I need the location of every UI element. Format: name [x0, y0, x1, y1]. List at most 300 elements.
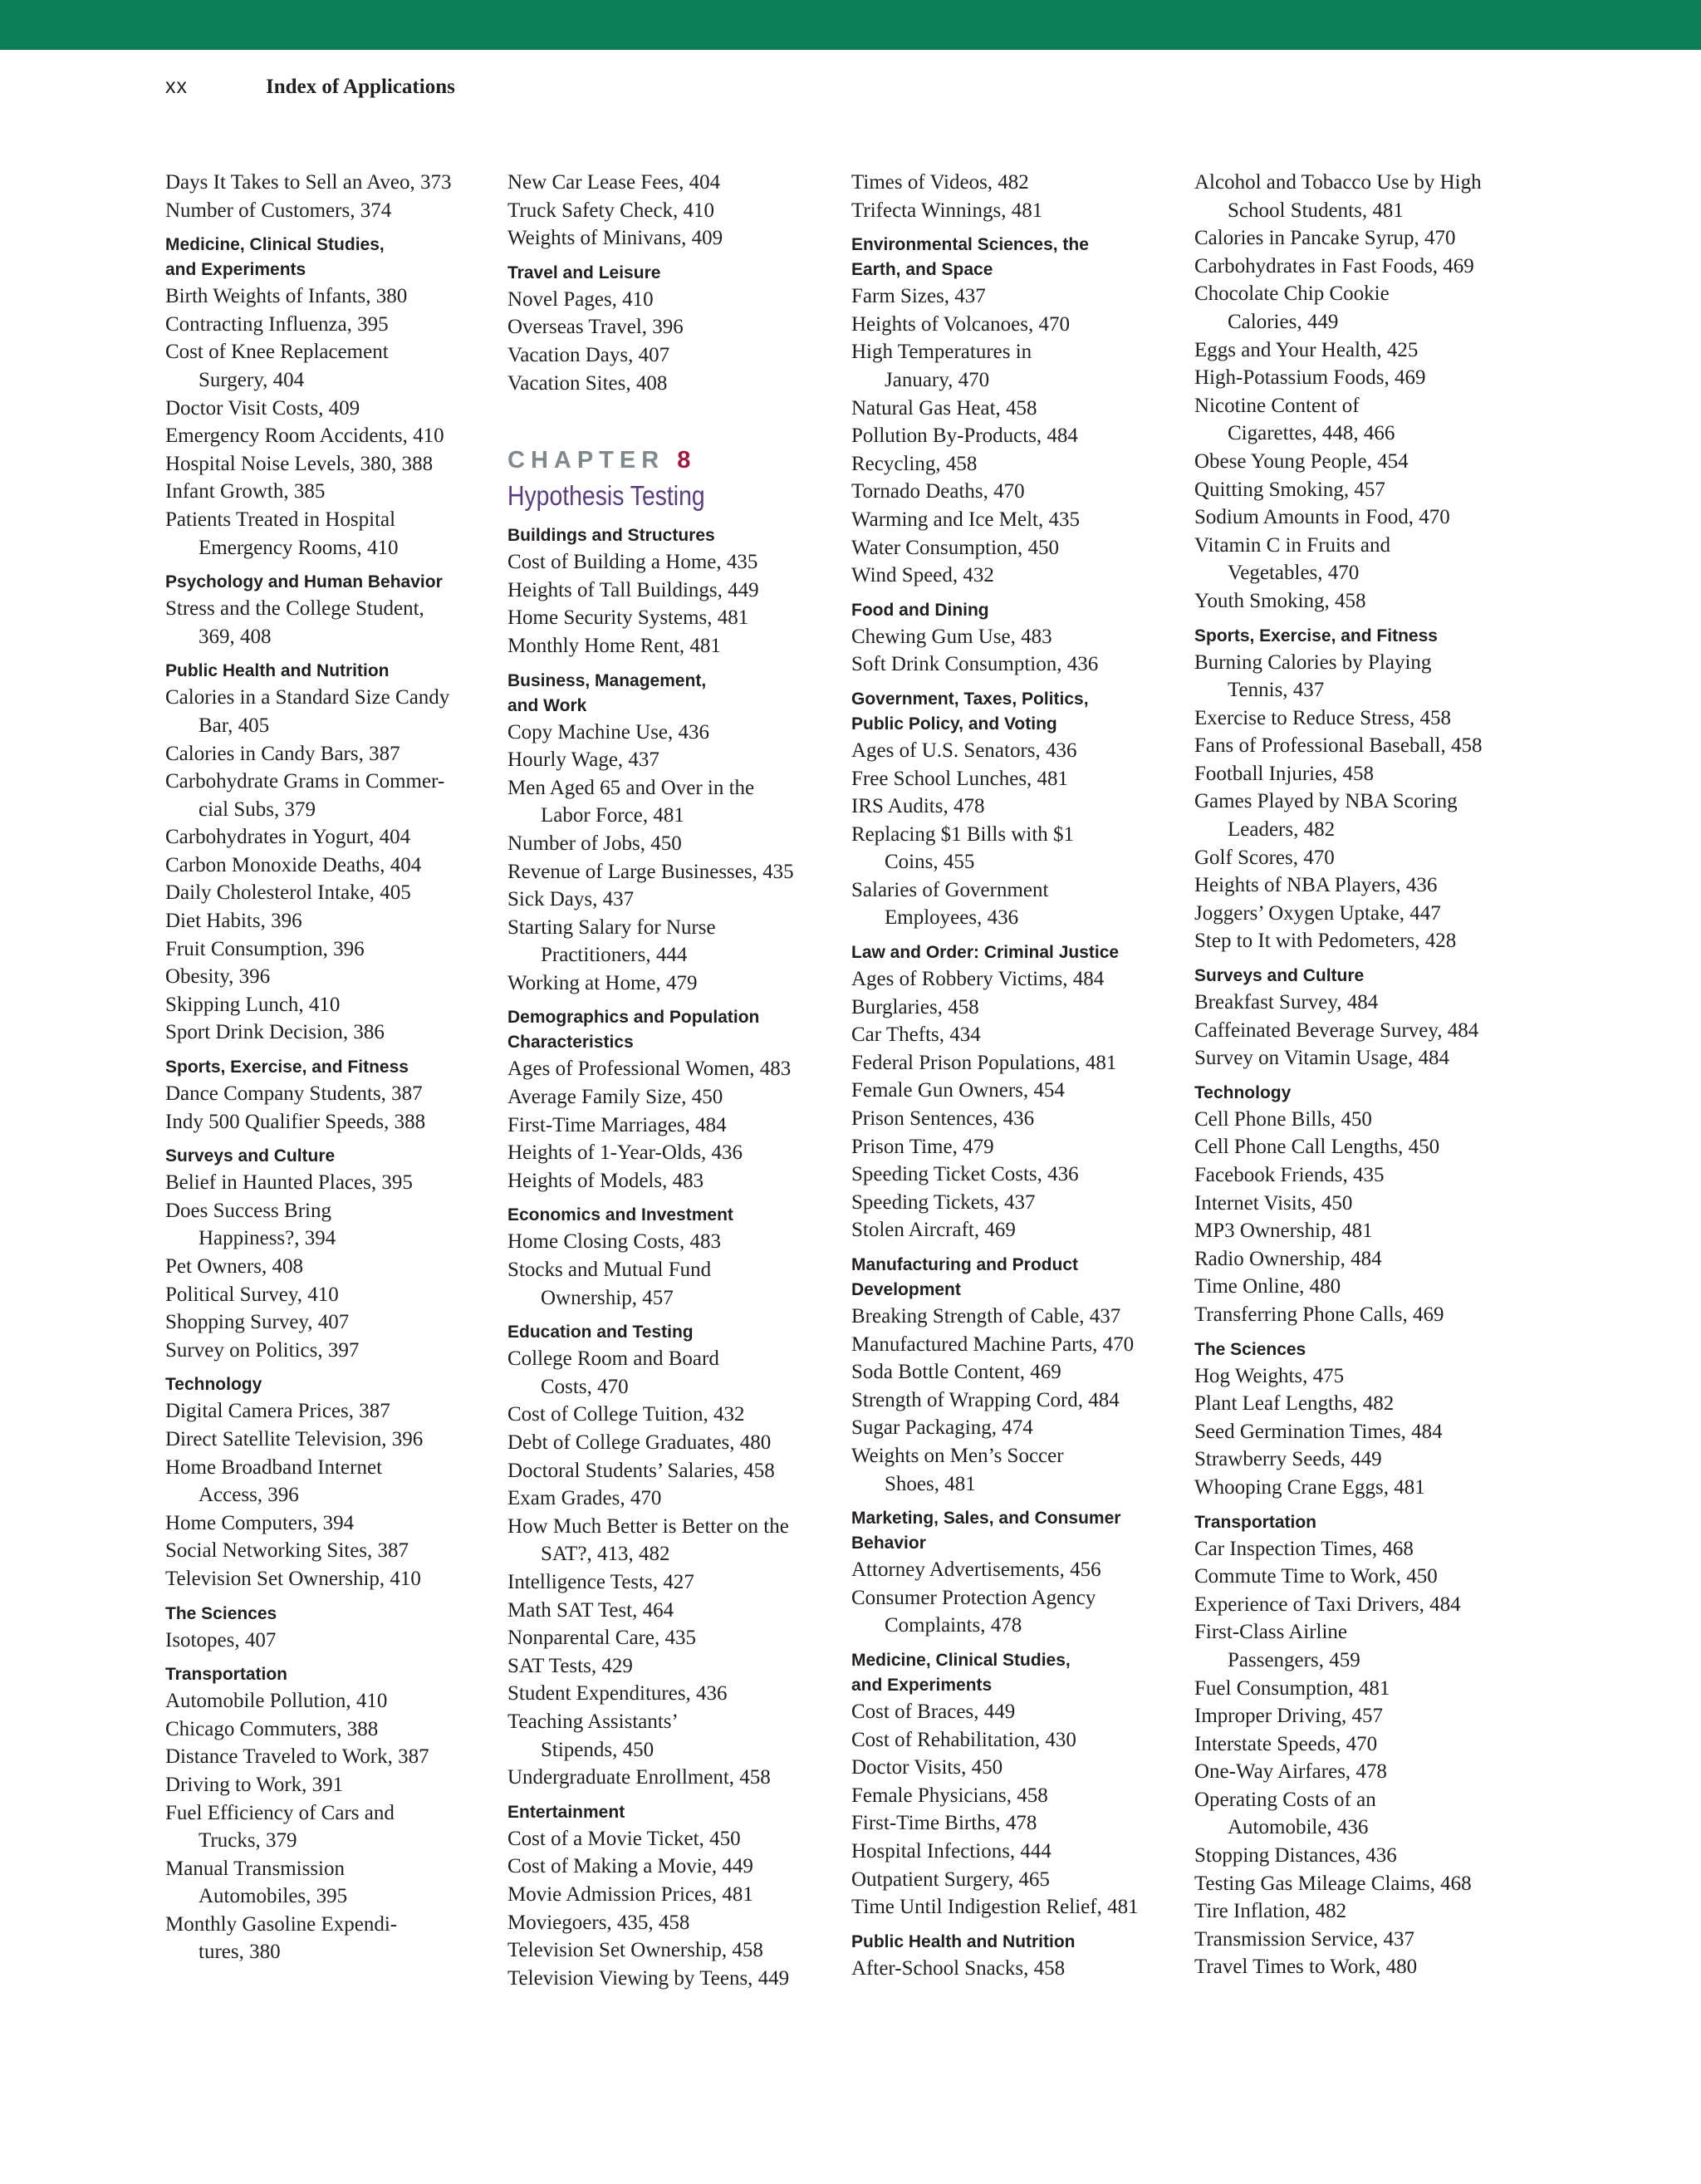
- entry-continuation: Automobiles, 395: [199, 1885, 348, 1908]
- section-heading: Manufacturing and Product Development: [851, 1255, 1078, 1299]
- entry-text: Average Family Size, 450: [507, 1086, 723, 1109]
- index-entry: [507, 1881, 840, 1909]
- index-entry: [507, 774, 840, 830]
- entry-text: Monthly Home Rent, 481: [507, 634, 721, 657]
- index-entry: [1194, 1017, 1543, 1045]
- index-entry: [1194, 1362, 1543, 1391]
- entry-continuation: Access, 396: [199, 1484, 299, 1507]
- entry-text: Hourly Wage, 437: [507, 748, 659, 772]
- entry-continuation: Trucks, 379: [199, 1829, 297, 1853]
- index-entry: [507, 1568, 840, 1597]
- index-entry: [165, 740, 498, 768]
- index-entry: [851, 562, 1184, 590]
- index-entry: [851, 994, 1184, 1022]
- index-entry: [507, 830, 840, 858]
- index-entry: [507, 370, 840, 398]
- entry-text: Cost of Making a Movie, 449: [507, 1855, 753, 1878]
- index-entry: [507, 969, 840, 998]
- index-entry: [851, 1161, 1184, 1189]
- entry-text: How Much Better is Better on the: [507, 1514, 789, 1538]
- entry-text: Free School Lunches, 481: [851, 767, 1069, 790]
- entry-text: Math SAT Test, 464: [507, 1598, 674, 1622]
- entry-text: Strawberry Seeds, 449: [1194, 1448, 1382, 1471]
- index-entry: [507, 632, 840, 660]
- index-entry: [851, 534, 1184, 562]
- entry-text: Patients Treated in Hospital: [165, 508, 396, 531]
- index-entry: [1194, 280, 1543, 336]
- entry-list: [507, 548, 840, 660]
- entry-text: Number of Jobs, 450: [507, 832, 682, 855]
- section-heading: Demographics and Population Characteristics: [507, 1008, 760, 1053]
- entry-list: [507, 719, 840, 998]
- index-section: [165, 169, 498, 224]
- entry-continuation: cial Subs, 379: [199, 798, 316, 821]
- index-entry: [165, 1080, 498, 1108]
- entry-text: Copy Machine Use, 436: [507, 720, 710, 744]
- entry-text: Days It Takes to Sell an Aveo, 373: [165, 171, 452, 194]
- index-entry: [851, 1809, 1184, 1838]
- entry-text: Birth Weights of Infants, 380: [165, 285, 408, 308]
- entry-text: First-Time Marriages, 484: [507, 1113, 727, 1136]
- entry-text: Ages of Robbery Victims, 484: [851, 968, 1105, 991]
- index-entry: [165, 1018, 498, 1047]
- entry-text: Heights of 1-Year-Olds, 436: [507, 1141, 743, 1165]
- entry-text: Doctor Visit Costs, 409: [165, 396, 360, 420]
- index-entry: [165, 907, 498, 935]
- entry-list: [1194, 649, 1543, 956]
- index-entry: [165, 1537, 498, 1565]
- index-entry: [507, 1256, 840, 1312]
- index-entry: [1194, 1474, 1543, 1502]
- section-heading: Medicine, Clinical Studies, and Experiments: [165, 235, 385, 280]
- index-entry: [507, 1624, 840, 1652]
- index-entry: [165, 1565, 498, 1593]
- entry-text: Replacing $1 Bills with $1: [851, 822, 1075, 846]
- entry-list: [165, 282, 498, 562]
- entry-list: [165, 1080, 498, 1136]
- index-entry: [1194, 1702, 1543, 1730]
- index-entry: [851, 1189, 1184, 1217]
- index-entry: [851, 737, 1184, 765]
- index-section: [851, 1930, 1184, 1983]
- section-heading: Surveys and Culture: [165, 1146, 336, 1166]
- entry-text: Driving to Work, 391: [165, 1773, 344, 1796]
- index-entry: [165, 1911, 498, 1966]
- entry-text: Hospital Infections, 444: [851, 1839, 1051, 1863]
- index-entry: [507, 1429, 840, 1457]
- entry-text: Weights on Men’s Soccer: [851, 1444, 1064, 1467]
- index-entry: [851, 169, 1184, 197]
- index-entry: [1194, 336, 1543, 365]
- index-entry: [507, 1597, 840, 1625]
- index-entry: [1194, 1618, 1543, 1674]
- entry-text: Testing Gas Mileage Claims, 468: [1194, 1872, 1472, 1895]
- entry-text: Isotopes, 407: [165, 1628, 277, 1651]
- index-entry: [851, 1303, 1184, 1331]
- entry-text: Indy 500 Qualifier Speeds, 388: [165, 1110, 426, 1133]
- index-entry: [1194, 1870, 1543, 1898]
- section-heading: Government, Taxes, Politics, Public Policy, and Voting: [851, 689, 1089, 734]
- entry-list: [1194, 1535, 1543, 1982]
- index-entry: [851, 821, 1184, 876]
- index-entry: [851, 282, 1184, 311]
- entry-text: Fuel Consumption, 481: [1194, 1676, 1390, 1700]
- entry-text: Improper Driving, 457: [1194, 1705, 1384, 1728]
- index-entry: [165, 1397, 498, 1426]
- index-entry: [1194, 224, 1543, 253]
- index-section: [507, 1800, 840, 1993]
- index-entry: [165, 1426, 498, 1454]
- index-section: [165, 659, 498, 1047]
- entry-text: Sport Drink Decision, 386: [165, 1021, 385, 1044]
- entry-text: Stolen Aircraft, 469: [851, 1219, 1016, 1242]
- index-entry: [165, 169, 498, 197]
- entry-text: Home Closing Costs, 483: [507, 1230, 721, 1254]
- index-column-4: [1194, 169, 1543, 1981]
- entry-text: Speeding Tickets, 437: [851, 1190, 1036, 1214]
- index-entry: [851, 1414, 1184, 1442]
- index-entry: [165, 963, 498, 991]
- index-entry: [851, 1726, 1184, 1755]
- index-entry: [1194, 448, 1543, 476]
- index-entry: [507, 719, 840, 747]
- index-entry: [165, 823, 498, 852]
- entry-text: Home Broadband Internet: [165, 1455, 383, 1479]
- index-entry: [1194, 732, 1543, 760]
- index-entry: [1194, 788, 1543, 843]
- index-entry: [165, 1855, 498, 1911]
- index-entry: [1194, 1133, 1543, 1161]
- index-entry: [165, 450, 498, 479]
- entry-text: Obese Young People, 454: [1194, 449, 1409, 473]
- entry-text: Stocks and Mutual Fund: [507, 1259, 712, 1282]
- entry-text: Hog Weights, 475: [1194, 1364, 1345, 1387]
- entry-text: Survey on Politics, 397: [165, 1338, 360, 1362]
- entry-text: Obesity, 396: [165, 965, 271, 989]
- entry-text: Heights of Tall Buildings, 449: [507, 578, 759, 601]
- index-column-3: [851, 169, 1184, 1982]
- index-entry: [1194, 649, 1543, 704]
- entry-text: Alcohol and Tobacco Use by High: [1194, 171, 1482, 194]
- index-section: [1194, 169, 1543, 616]
- entry-text: Home Computers, 394: [165, 1511, 355, 1534]
- entry-list: [851, 965, 1184, 1244]
- section-heading: Public Health and Nutrition: [165, 661, 390, 681]
- entry-list: [165, 1627, 498, 1655]
- entry-text: Eggs and Your Health, 425: [1194, 338, 1419, 361]
- index-entry: [165, 478, 498, 506]
- index-section: [507, 261, 840, 397]
- index-entry: [165, 1253, 498, 1281]
- entry-text: Outpatient Surgery, 465: [851, 1867, 1050, 1891]
- entry-continuation: Cigarettes, 448, 466: [1228, 422, 1395, 445]
- index-entry: [507, 1680, 840, 1708]
- index-entry: [1194, 1418, 1543, 1446]
- entry-text: Tornado Deaths, 470: [851, 480, 1025, 503]
- entry-text: Number of Customers, 374: [165, 199, 392, 222]
- entry-text: Travel Times to Work, 480: [1194, 1956, 1418, 1979]
- index-entry: [507, 1909, 840, 1937]
- entry-text: Debt of College Graduates, 480: [507, 1431, 772, 1454]
- entry-list: [507, 169, 840, 253]
- section-heading: Medicine, Clinical Studies, and Experiments: [851, 1650, 1071, 1695]
- index-section: [851, 1506, 1184, 1640]
- entry-list: [851, 623, 1184, 679]
- entry-text: Transferring Phone Calls, 469: [1194, 1303, 1444, 1326]
- index-entry: [851, 338, 1184, 394]
- index-section: [507, 169, 840, 253]
- index-entry: [1194, 587, 1543, 616]
- entry-list: [507, 1228, 840, 1312]
- entry-text: Novel Pages, 410: [507, 287, 654, 311]
- entry-text: Television Viewing by Teens, 449: [507, 1966, 790, 1990]
- entry-continuation: Labor Force, 481: [541, 804, 684, 827]
- index-entry: [507, 746, 840, 774]
- section-heading: Transportation: [165, 1665, 288, 1685]
- entry-text: Undergraduate Enrollment, 458: [507, 1766, 771, 1789]
- index-entry: [851, 506, 1184, 534]
- section-heading: Entertainment: [507, 1802, 625, 1822]
- entry-text: Football Injuries, 458: [1194, 762, 1374, 785]
- index-entry: [507, 1457, 840, 1485]
- entry-text: Diet Habits, 396: [165, 910, 302, 933]
- index-entry: [851, 876, 1184, 932]
- index-entry: [507, 1825, 840, 1853]
- entry-list: [1194, 169, 1543, 616]
- entry-text: Golf Scores, 470: [1194, 846, 1335, 869]
- index-entry: [851, 311, 1184, 339]
- entry-text: Social Networking Sites, 387: [165, 1539, 409, 1563]
- entry-text: Daily Cholesterol Intake, 405: [165, 881, 411, 905]
- section-heading: Travel and Leisure: [507, 263, 661, 282]
- entry-text: Intelligence Tests, 427: [507, 1570, 694, 1593]
- index-entry: [165, 1337, 498, 1365]
- index-entry: [1194, 1953, 1543, 1981]
- index-entry: [165, 506, 498, 562]
- entry-text: Warming and Ice Melt, 435: [851, 508, 1080, 531]
- index-section: [507, 1005, 840, 1195]
- entry-text: Commute Time to Work, 450: [1194, 1565, 1438, 1588]
- entry-continuation: tures, 380: [199, 1941, 281, 1964]
- entry-continuation: Automobile, 436: [1228, 1816, 1369, 1839]
- entry-text: Tire Inflation, 482: [1194, 1900, 1347, 1923]
- entry-text: Revenue of Large Businesses, 435: [507, 860, 794, 883]
- index-section: [165, 570, 498, 650]
- index-entry: [165, 935, 498, 964]
- index-entry: [1194, 1563, 1543, 1591]
- index-entry: [1194, 1273, 1543, 1301]
- entry-list: [507, 286, 840, 397]
- index-entry: [165, 1715, 498, 1744]
- index-entry: [851, 650, 1184, 679]
- entry-text: Cost of Rehabilitation, 430: [851, 1728, 1076, 1751]
- running-title: Index of Applications: [266, 76, 455, 98]
- index-section: [165, 1144, 498, 1364]
- entry-text: Carbohydrates in Fast Foods, 469: [1194, 254, 1474, 277]
- chapter-title: Hypothesis Testing: [507, 480, 705, 512]
- entry-text: Pet Owners, 408: [165, 1255, 303, 1278]
- section-heading: Transportation: [1194, 1512, 1317, 1532]
- index-entry: [1194, 927, 1543, 955]
- chapter-number: 8: [677, 447, 697, 474]
- entry-continuation: Calories, 449: [1228, 310, 1339, 333]
- index-entry: [851, 1838, 1184, 1866]
- entry-text: Prison Time, 479: [851, 1135, 994, 1158]
- section-heading: Technology: [1194, 1082, 1292, 1102]
- entry-list: [851, 737, 1184, 932]
- entry-text: Quitting Smoking, 457: [1194, 478, 1385, 501]
- entry-text: Heights of NBA Players, 436: [1194, 874, 1438, 897]
- entry-list: [165, 1397, 498, 1593]
- entry-text: First-Time Births, 478: [851, 1812, 1037, 1835]
- entry-text: Consumer Protection Agency: [851, 1586, 1096, 1609]
- section-heading: Business, Management, and Work: [507, 670, 707, 715]
- entry-continuation: SAT?, 413, 482: [541, 1543, 670, 1566]
- entry-continuation: Leaders, 482: [1228, 818, 1336, 842]
- index-entry: [507, 1764, 840, 1792]
- index-column-2: [507, 169, 840, 1992]
- index-entry: [165, 1169, 498, 1197]
- index-section: [507, 1203, 840, 1312]
- index-entry: [1194, 364, 1543, 392]
- index-entry: [1194, 1758, 1543, 1786]
- index-section: [165, 1372, 498, 1593]
- index-entry: [165, 282, 498, 311]
- index-section: [1194, 1510, 1543, 1982]
- entry-text: Overseas Travel, 396: [507, 316, 684, 339]
- entry-text: Cost of Knee Replacement: [165, 341, 389, 364]
- index-entry: [507, 197, 840, 225]
- entry-list: [507, 1825, 840, 1993]
- index-entry: [851, 1049, 1184, 1077]
- entry-text: Cost of Braces, 449: [851, 1700, 1016, 1723]
- index-entry: [1194, 1217, 1543, 1245]
- index-entry: [851, 1556, 1184, 1584]
- entry-text: Farm Sizes, 437: [851, 285, 986, 308]
- index-entry: [1194, 1390, 1543, 1418]
- entry-list: [165, 684, 498, 1047]
- index-entry: [1194, 1445, 1543, 1474]
- entry-list: [851, 169, 1184, 224]
- index-entry: [507, 1513, 840, 1568]
- index-entry: [851, 1754, 1184, 1782]
- index-entry: [851, 965, 1184, 994]
- entry-continuation: Coins, 455: [885, 851, 975, 874]
- chapter-word: CHAPTER: [507, 447, 665, 474]
- index-section: [1194, 1337, 1543, 1502]
- entry-text: Prison Sentences, 436: [851, 1107, 1035, 1131]
- index-entry: [1194, 1190, 1543, 1218]
- index-entry: [507, 286, 840, 314]
- entry-text: Water Consumption, 450: [851, 536, 1060, 559]
- entry-text: Manufactured Machine Parts, 470: [851, 1332, 1135, 1356]
- entry-text: Movie Admission Prices, 481: [507, 1882, 753, 1906]
- chapter-heading: [507, 444, 840, 515]
- entry-text: Wind Speed, 432: [851, 564, 994, 587]
- entry-text: Caffeinated Beverage Survey, 484: [1194, 1018, 1479, 1042]
- entry-text: Doctor Visits, 450: [851, 1756, 1003, 1779]
- index-entry: [507, 1936, 840, 1965]
- page-header: [165, 75, 455, 105]
- index-section: [165, 1055, 498, 1136]
- index-entry: [1194, 1161, 1543, 1190]
- entry-text: Fans of Professional Baseball, 458: [1194, 734, 1483, 758]
- entry-text: Weights of Minivans, 409: [507, 227, 723, 250]
- entry-list: [507, 1345, 840, 1792]
- entry-text: Cell Phone Call Lengths, 450: [1194, 1136, 1440, 1159]
- entry-text: Youth Smoking, 458: [1194, 589, 1366, 612]
- entry-text: College Room and Board: [507, 1347, 719, 1371]
- section-heading: Food and Dining: [851, 600, 989, 620]
- entry-text: Ages of Professional Women, 483: [507, 1058, 792, 1081]
- index-section: [851, 940, 1184, 1244]
- entry-text: Political Survey, 410: [165, 1283, 339, 1306]
- entry-continuation: Complaints, 478: [885, 1614, 1022, 1637]
- entry-text: Games Played by NBA Scoring: [1194, 790, 1458, 813]
- index-entry: [507, 1652, 840, 1681]
- entry-text: Stopping Distances, 436: [1194, 1844, 1397, 1867]
- index-entry: [851, 1442, 1184, 1498]
- index-entry: [165, 879, 498, 907]
- entry-text: Seed Germination Times, 484: [1194, 1420, 1443, 1443]
- entry-text: Distance Traveled to Work, 387: [165, 1745, 429, 1769]
- index-entry: [165, 338, 498, 394]
- entry-text: Vacation Days, 407: [507, 343, 670, 366]
- index-entry: [507, 1853, 840, 1881]
- entry-continuation: Costs, 470: [541, 1375, 629, 1398]
- index-entry: [1194, 169, 1543, 224]
- entry-text: Interstate Speeds, 470: [1194, 1732, 1378, 1755]
- entry-text: Vacation Sites, 408: [507, 371, 668, 395]
- entry-text: Burglaries, 458: [851, 995, 979, 1018]
- index-entry: [507, 1485, 840, 1513]
- index-section: [1194, 964, 1543, 1072]
- index-section: [851, 1253, 1184, 1498]
- section-heading: Technology: [165, 1375, 262, 1395]
- entry-text: Exercise to Reduce Stress, 458: [1194, 706, 1451, 729]
- index-entry: [507, 1112, 840, 1140]
- index-entry: [165, 1108, 498, 1136]
- section-heading: Environmental Sciences, the Earth, and Space: [851, 235, 1089, 280]
- entry-text: Starting Salary for Nurse: [507, 915, 716, 939]
- entry-text: Chicago Commuters, 388: [165, 1717, 379, 1740]
- index-entry: [165, 768, 498, 823]
- index-entry: [1194, 1926, 1543, 1954]
- entry-text: Soda Bottle Content, 469: [851, 1361, 1061, 1384]
- index-entry: [165, 311, 498, 339]
- index-entry: [165, 422, 498, 450]
- index-entry: [851, 1331, 1184, 1359]
- section-heading: The Sciences: [165, 1603, 277, 1623]
- index-entry: [507, 1708, 840, 1764]
- index-entry: [851, 793, 1184, 821]
- entry-text: Television Set Ownership, 458: [507, 1939, 763, 1962]
- entry-continuation: Emergency Rooms, 410: [199, 536, 399, 559]
- entry-text: After-School Snacks, 458: [851, 1956, 1066, 1980]
- index-entry: [851, 422, 1184, 450]
- entry-text: Contracting Influenza, 395: [165, 312, 389, 336]
- index-entry: [851, 623, 1184, 651]
- entry-text: Fruit Consumption, 396: [165, 937, 365, 960]
- index-entry: [165, 595, 498, 650]
- index-entry: [851, 1133, 1184, 1161]
- index-section: [851, 233, 1184, 590]
- index-entry: [1194, 532, 1543, 587]
- entry-text: Carbohydrate Grams in Commer-: [165, 770, 445, 793]
- section-heading: Law and Order: Criminal Justice: [851, 943, 1120, 963]
- index-entry: [165, 1454, 498, 1509]
- entry-text: Working at Home, 479: [507, 971, 698, 994]
